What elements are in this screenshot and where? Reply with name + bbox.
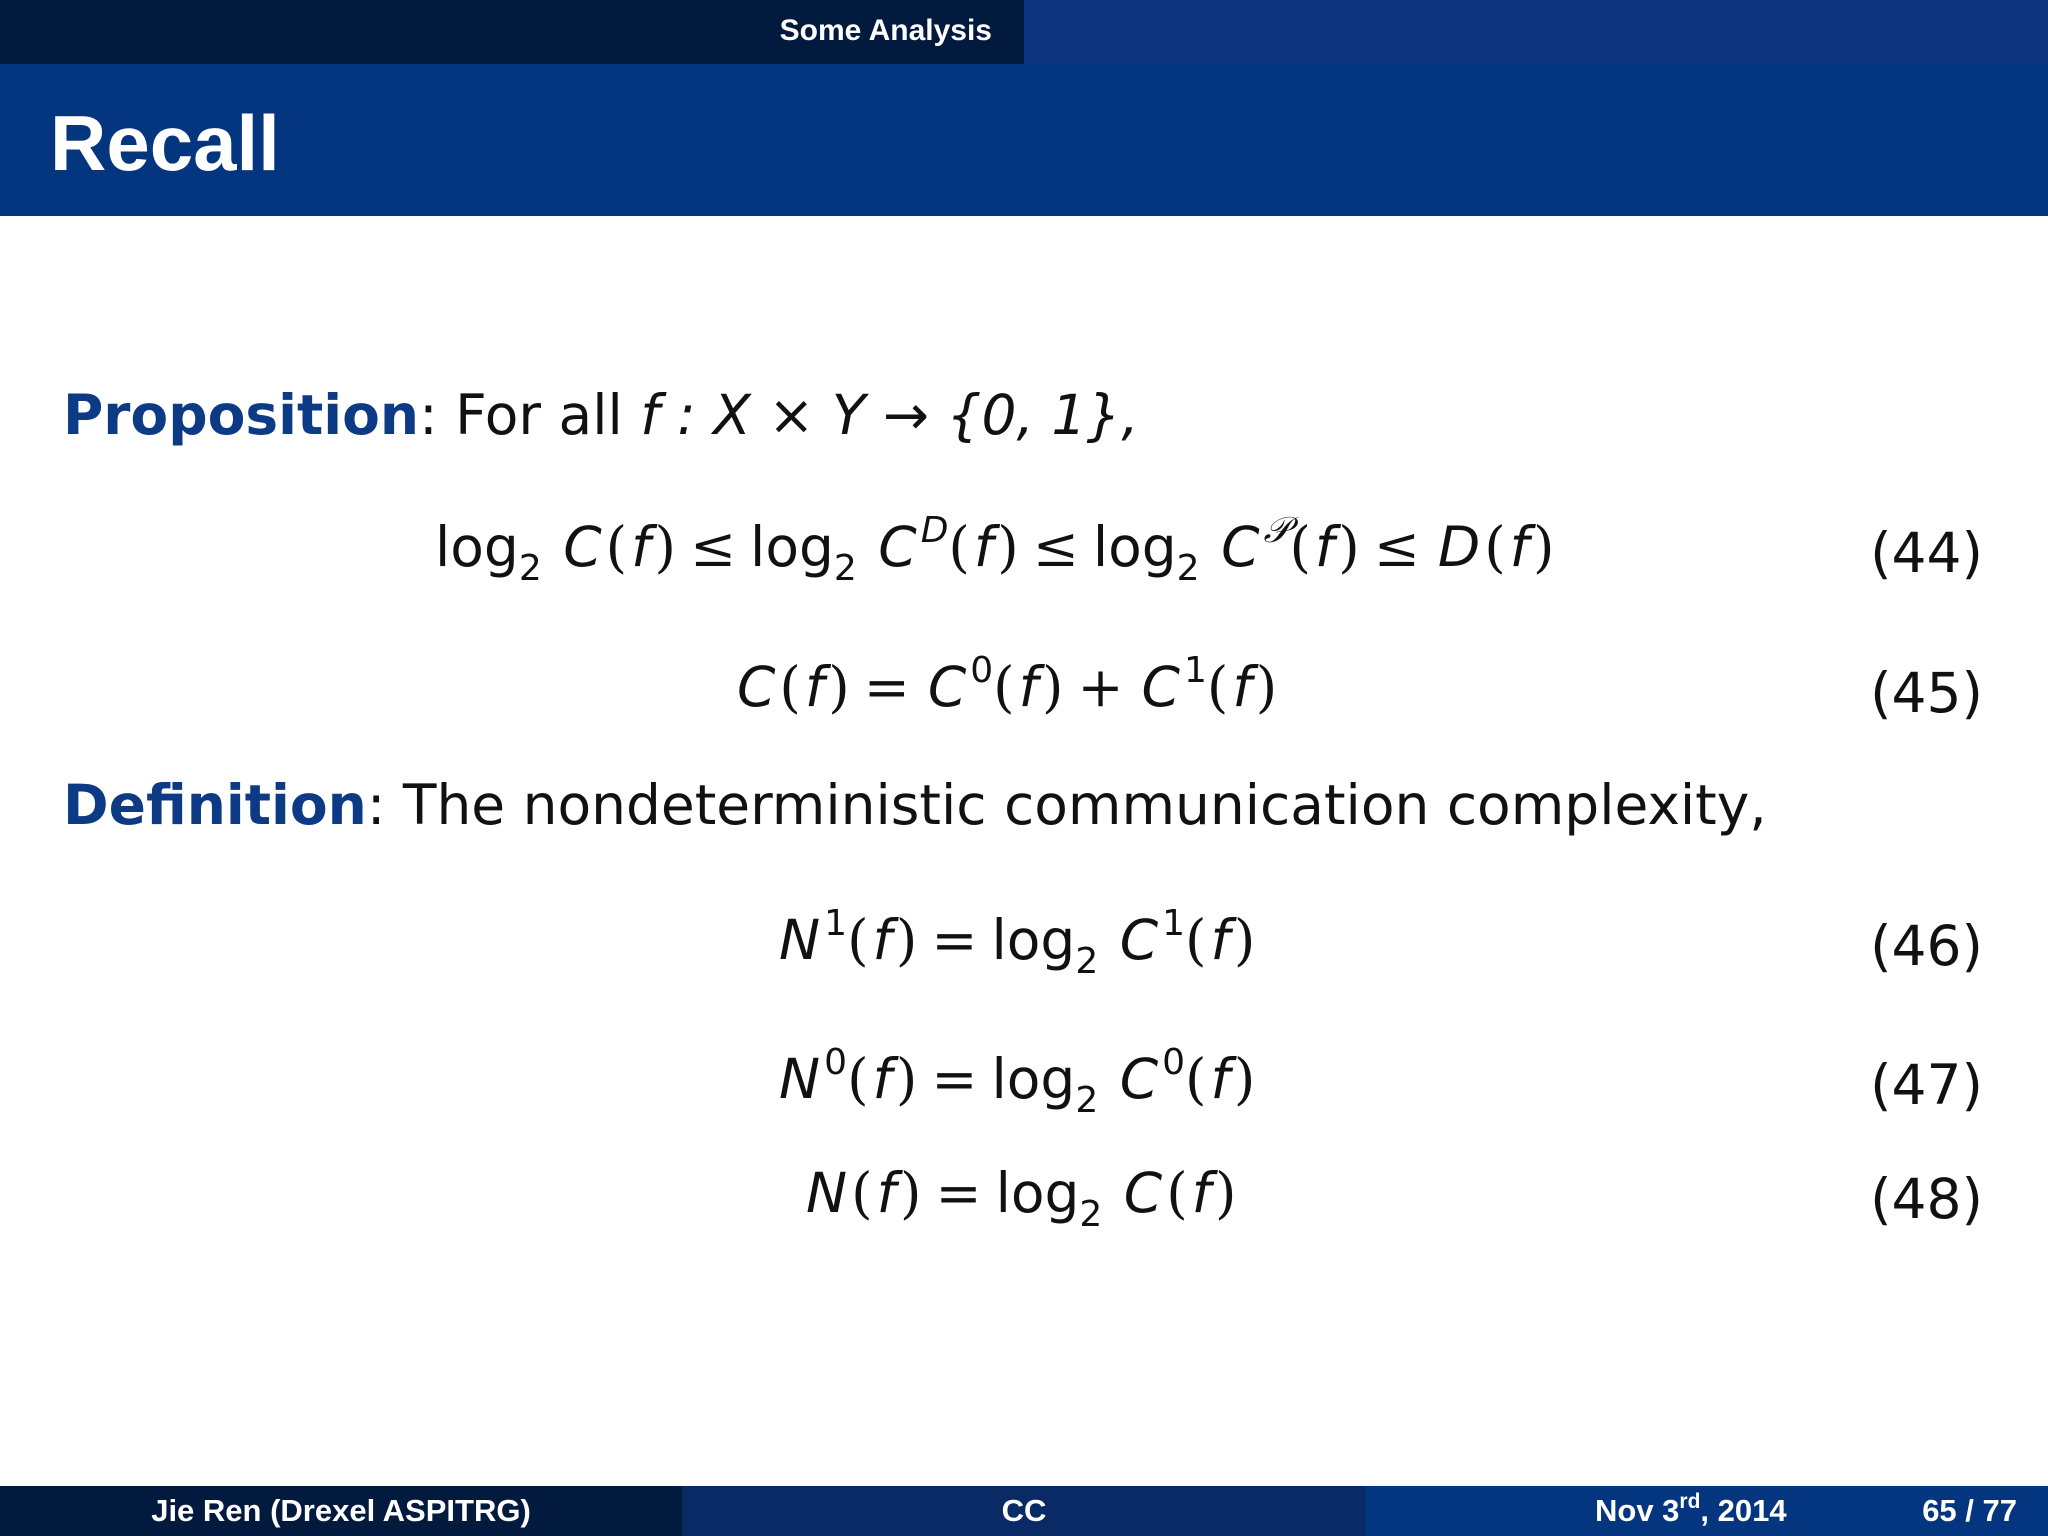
slide-content [0,216,2048,1486]
title-bar [0,64,2048,216]
footer-right [1366,1486,2048,1536]
proposition-line [63,383,1139,447]
equation-number-44: (44) [1870,521,1983,585]
equation-number-48: (48) [1870,1167,1983,1231]
equation-46: N $^1(f) = \log_2 C$ $^1$(f) [779,903,1256,982]
equation-number-47: (47) [1870,1053,1983,1117]
equation-48: $N(f) = \log_2 C(f)$ [806,1161,1237,1235]
footer-bar [0,1486,2048,1536]
definition-text: : The nondeterministic communication complexity, [366,773,1767,837]
definition-keyword: Definition [63,773,367,837]
equation-47: N $^0(f) = \log_2 C$ $^0$(f) [779,1042,1256,1121]
definition-line [63,773,1767,837]
slide-title: Recall [50,99,280,187]
footer-date-suffix: , 2014 [1700,1493,1787,1528]
footer-page-number: 65 / 77 [1922,1493,2017,1528]
equation-number-46: (46) [1870,914,1983,978]
proposition-keyword: Proposition [63,383,420,447]
footer-date-prefix: Nov 3 [1595,1493,1680,1528]
footer-date-sup: rd [1679,1490,1701,1513]
equation-44: $\log_2 C(f) \le \log_2 C$ $^D(f) \le \log_2 C$ $^𝒫$(f) ≤ D(f) [435,510,1555,589]
footer-author: Jie Ren (Drexel ASPITRG) [0,1486,682,1536]
proposition-text: : For all [419,383,641,447]
equation-45: C(f) = C $^0$(f) + C $^1$(f) [737,650,1278,719]
footer-short-title: CC [682,1486,1366,1536]
equation-number-45: (45) [1870,661,1983,725]
top-navigation-bar [0,0,2048,64]
section-title[interactable]: Some Analysis [779,14,992,47]
footer-date [1595,1486,1787,1536]
proposition-math: f : X × Y → {0, 1}, [640,383,1139,447]
